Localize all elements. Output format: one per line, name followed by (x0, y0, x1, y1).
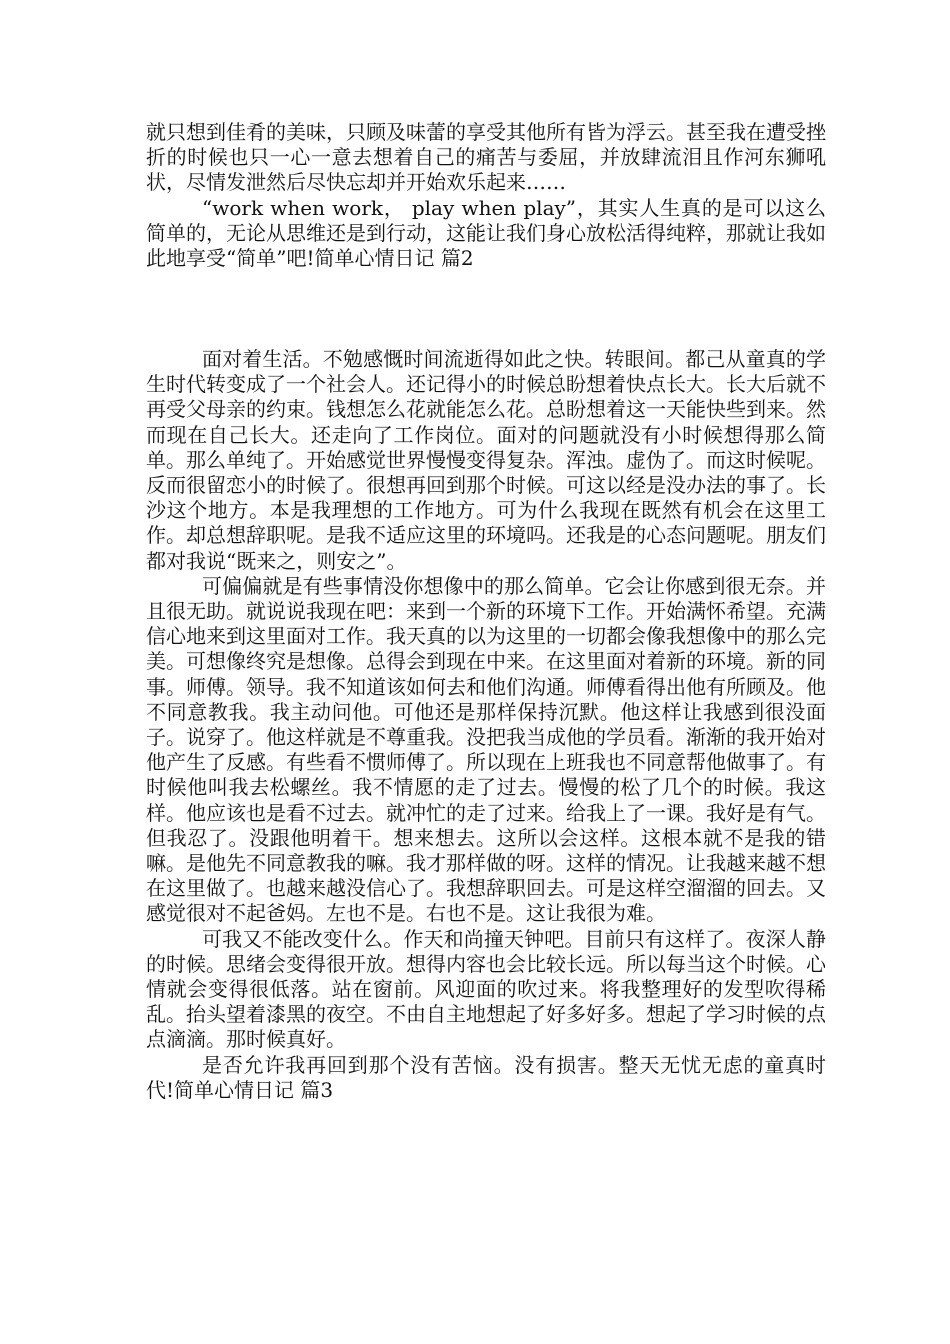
top-text-block (146, 120, 826, 271)
paragraph-not-so-simple: 可偏偏就是有些事情没你想像中的那么简单。它会让你感到很无奈。并且很无助。就说说我现在吧：来到一个新的环境下工作。开始满怀希望。充满信心地来到这里面对工作。我天真的以为这里的一切都会像我想像中的那么完美。可想像终究是想像。总得会到现在中来。在这里面对着新的环境。新的同事。师傅。领导。我不知道该如何去和他们沟通。师傅看得出他有所顾及。他不同意教我。我主动问他。可他还是那样保持沉默。他这样让我感到很没面子。说穿了。他这样就是不尊重我。没把我当成他的学员看。渐渐的我开始对他产生了反感。有些看不惯师傅了。所以现在上班我也不同意帮他做事了。有时候他叫我去松螺丝。我不情愿的走了过去。慢慢的松了几个的时候。我这样。他应该也是看不过去。就冲忙的走了过来。给我上了一课。我好是有气。但我忍了。没跟他明着干。想来想去。这所以会这样。这根本就不是我的错嘛。是他先不同意教我的嘛。我才那样做的呀。这样的情况。让我越来越不想在这里做了。也越来越没信心了。我想辞职回去。可是这样空溜溜的回去。又感觉很对不起爸妈。左也不是。右也不是。这让我很为难。 (146, 573, 826, 926)
paragraph-cannot-change: 可我又不能改变什么。作天和尚撞天钟吧。目前只有这样了。夜深人静的时候。思绪会变得很开放。想得内容也会比较长远。所以每当这个时候。心情就会变得很低落。站在窗前。风迎面的吹过来。将我整理好的发型吹得稀乱。抬头望着漆黑的夜空。不由自主地想起了好多好多。想起了学习时候的点点滴滴。那时候真好。 (146, 926, 826, 1052)
paragraph-childhood-wish: 是否允许我再回到那个没有苦恼。没有损害。整天无忧无虑的童真时代!简单心情日记 篇3 (146, 1052, 826, 1102)
paragraph-facing-life: 面对着生活。不勉感慨时间流逝得如此之快。转眼间。都己从童真的学生时代转变成了一个社会人。还记得小的时候总盼想着快点长大。长大后就不再受父母亲的约束。钱想怎么花就能怎么花。总盼想着这一天能快些到来。然而现在自己长大。还走向了工作岗位。面对的问题就没有小时候想得那么简单。那么单纯了。开始感觉世界慢慢变得复杂。浑浊。虚伪了。而这时候呢。反而很留恋小的时候了。很想再回到那个时候。可这以经是没办法的事了。长沙这个地方。本是我理想的工作地方。可为什么我现在既然有机会在这里工作。却总想辞职呢。是我不适应这里的环境吗。还我是的心态问题呢。朋友们都对我说“既来之，则安之”。 (146, 347, 826, 573)
paragraph-continuation: 就只想到佳肴的美味，只顾及味蕾的享受其他所有皆为浮云。甚至我在遭受挫折的时候也只一心一意去想着自己的痛苦与委屈，并放肆流泪且作河东狮吼状，尽情发泄然后尽快忘却并开始欢乐起来…… (146, 120, 826, 195)
main-text-block (146, 347, 826, 1103)
paragraph-work-when-work: “work when work， play when play”，其实人生真的是可以这么简单的，无论从思维还是到行动，这能让我们身心放松活得纯粹，那就让我如此地享受“简单”吧!简单心情日记 篇2 (146, 195, 826, 271)
